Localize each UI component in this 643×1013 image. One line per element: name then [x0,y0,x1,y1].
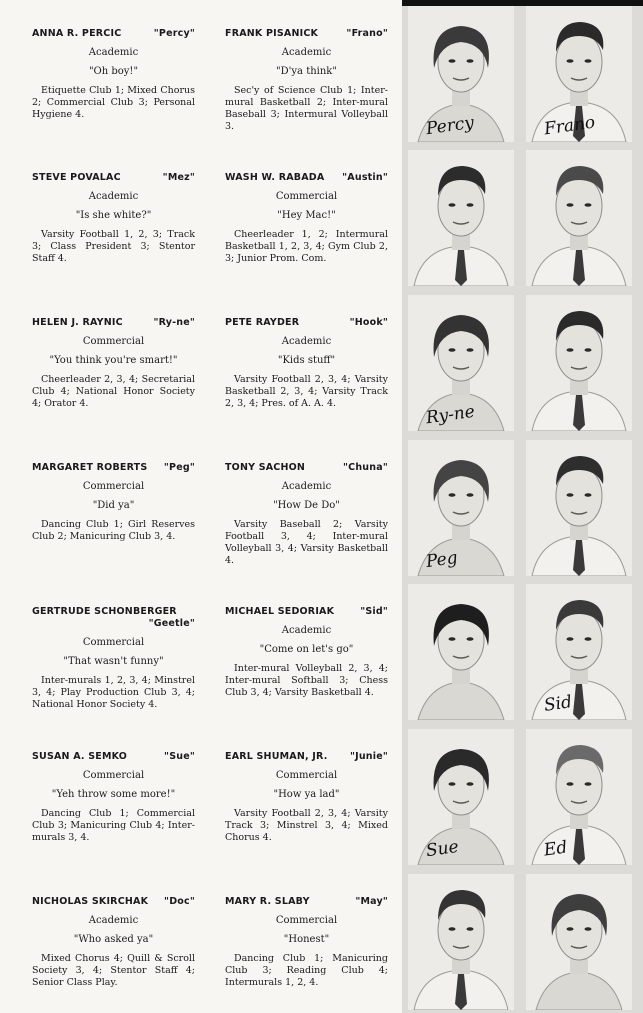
student-entry-left [32,172,195,265]
entry-row [0,289,643,433]
student-motto: "Come on let's go" [259,644,354,655]
student-activities: Mixed Chorus 4; Quill & Scroll Society 3, 4; Stentor Staff 4; Senior Class Play. [32,953,195,988]
student-motto: "That wasn't funny" [63,656,164,667]
student-name: GERTRUDE SCHONBERGER [32,606,177,617]
student-entry-left [32,896,195,989]
student-motto: "D'ya think" [276,66,337,77]
photo-signature: Sid [542,692,574,716]
student-motto: "You think you're smart!" [49,355,178,366]
student-activities: Dancing Club 1; Commercial Club 3; Manicuring Club 4; Inter-murals 3, 4. [32,808,195,843]
student-entry-right [225,28,388,133]
student-course: Academic [281,625,332,636]
student-course: Academic [88,191,139,202]
student-nickname: "Sid" [360,606,388,617]
student-activities: Dancing Club 1; Girl Reserves Club 2; Manicuring Club 3, 4. [32,519,195,542]
entry-row [0,723,643,867]
student-activities: Sec'y of Science Club 1; Inter-mural Basketball 2; Inter-mural Baseball 3; Intermural Volleyball 3. [225,85,388,132]
entry-row [0,0,643,144]
student-activities: Varsity Football 2, 3, 4; Varsity Track 3; Minstrel 3, 4; Mixed Chorus 4. [225,808,388,843]
student-activities: Varsity Baseball 2; Varsity Football 3, 4; Inter-mural Volleyball 3, 4; Varsity Basketball 4. [225,519,388,566]
photo-signature: Ry-ne [424,401,477,429]
student-entry-right [225,896,388,989]
student-name: MICHAEL SEDORIAK [225,606,335,617]
student-motto: "Yeh throw some more!" [51,789,176,800]
student-entry-left [32,462,195,543]
student-course: Academic [281,47,332,58]
student-course: Commercial [82,336,145,347]
student-activities: Dancing Club 1; Manicuring Club 3; Reading Club 4; Intermurals 1, 2, 4. [225,953,388,988]
student-nickname: "May" [355,896,388,907]
student-activities: Varsity Football 1, 2, 3; Track 3; Class President 3; Stentor Staff 4. [32,229,195,264]
student-name: EARL SHUMAN, JR. [225,751,328,762]
student-entry-left [32,317,195,410]
student-entry-right [225,172,388,265]
student-entry-right [225,462,388,567]
student-nickname: "Chuna" [343,462,388,473]
entry-row [0,434,643,578]
student-name: MARGARET ROBERTS [32,462,148,473]
photo-signature: Frano [542,112,597,140]
student-course: Academic [281,336,332,347]
student-name: PETE RAYDER [225,317,300,328]
student-activities: Cheerleader 1, 2; Intermural Basketball 1, 2, 3, 4; Gym Club 2, 3; Junior Prom. Com. [225,229,388,264]
student-nickname: "Doc" [164,896,195,907]
student-course: Commercial [275,191,338,202]
student-course: Commercial [275,915,338,926]
student-nickname: "Peg" [163,462,195,473]
student-course: Commercial [82,481,145,492]
student-name: TONY SACHON [225,462,306,473]
student-activities: Inter-murals 1, 2, 3, 4; Minstrel 3, 4; Play Production Club 3, 4; National Honor Society 4. [32,675,195,710]
student-motto: "Kids stuff" [277,355,336,366]
student-motto: "Oh boy!" [88,66,139,77]
student-motto: "Who asked ya" [73,934,154,945]
student-course: Academic [88,47,139,58]
student-nickname: "Austin" [342,172,388,183]
student-nickname: "Geetle" [148,618,195,629]
student-entry-left [32,28,195,121]
student-name: SUSAN A. SEMKO [32,751,128,762]
student-name: ANNA R. PERCIC [32,28,122,39]
student-name: WASH W. RABADA [225,172,325,183]
photo-signature: Peg [424,547,459,573]
student-activities: Etiquette Club 1; Mixed Chorus 2; Commercial Club 3; Personal Hygiene 4. [32,85,195,120]
student-entry-right [225,751,388,844]
student-nickname: "Hook" [349,317,388,328]
photo-signature: Ed [542,837,569,861]
student-name: STEVE POVALAC [32,172,121,183]
student-course: Commercial [275,770,338,781]
student-motto: "How De Do" [273,500,340,511]
student-entry-right [225,606,388,699]
student-motto: "Honest" [283,934,330,945]
student-course: Academic [281,481,332,492]
student-entry-right [225,317,388,410]
student-motto: "Is she white?" [75,210,152,221]
student-name: FRANK PISANICK [225,28,319,39]
student-entry-left [32,606,195,711]
photo-signature: Percy [424,112,476,140]
student-nickname: "Mez" [162,172,195,183]
student-motto: "Hey Mac!" [277,210,336,221]
student-nickname: "Junie" [349,751,388,762]
student-name: NICHOLAS SKIRCHAK [32,896,149,907]
student-name: MARY R. SLABY [225,896,310,907]
student-name: HELEN J. RAYNIC [32,317,123,328]
student-motto: "How ya lad" [273,789,340,800]
entry-row [0,868,643,1012]
photo-signature: Sue [424,836,460,862]
student-course: Commercial [82,770,145,781]
entry-row [0,578,643,722]
student-activities: Cheerleader 2, 3, 4; Secretarial Club 4; National Honor Society 4; Orator 4. [32,374,195,409]
student-nickname: "Ry-ne" [153,317,195,328]
student-nickname: "Frano" [346,28,388,39]
student-activities: Varsity Football 2, 3, 4; Varsity Basketball 2, 3, 4; Varsity Track 2, 3, 4; Pres. of A. A. 4. [225,374,388,409]
student-nickname: "Percy" [153,28,195,39]
student-course: Commercial [82,637,145,648]
student-course: Academic [88,915,139,926]
student-motto: "Did ya" [92,500,135,511]
student-entry-left [32,751,195,844]
student-nickname: "Sue" [164,751,195,762]
student-activities: Inter-mural Volleyball 2, 3, 4; Inter-mural Softball 3; Chess Club 3, 4; Varsity Basketball 4. [225,663,388,698]
entry-row [0,144,643,288]
